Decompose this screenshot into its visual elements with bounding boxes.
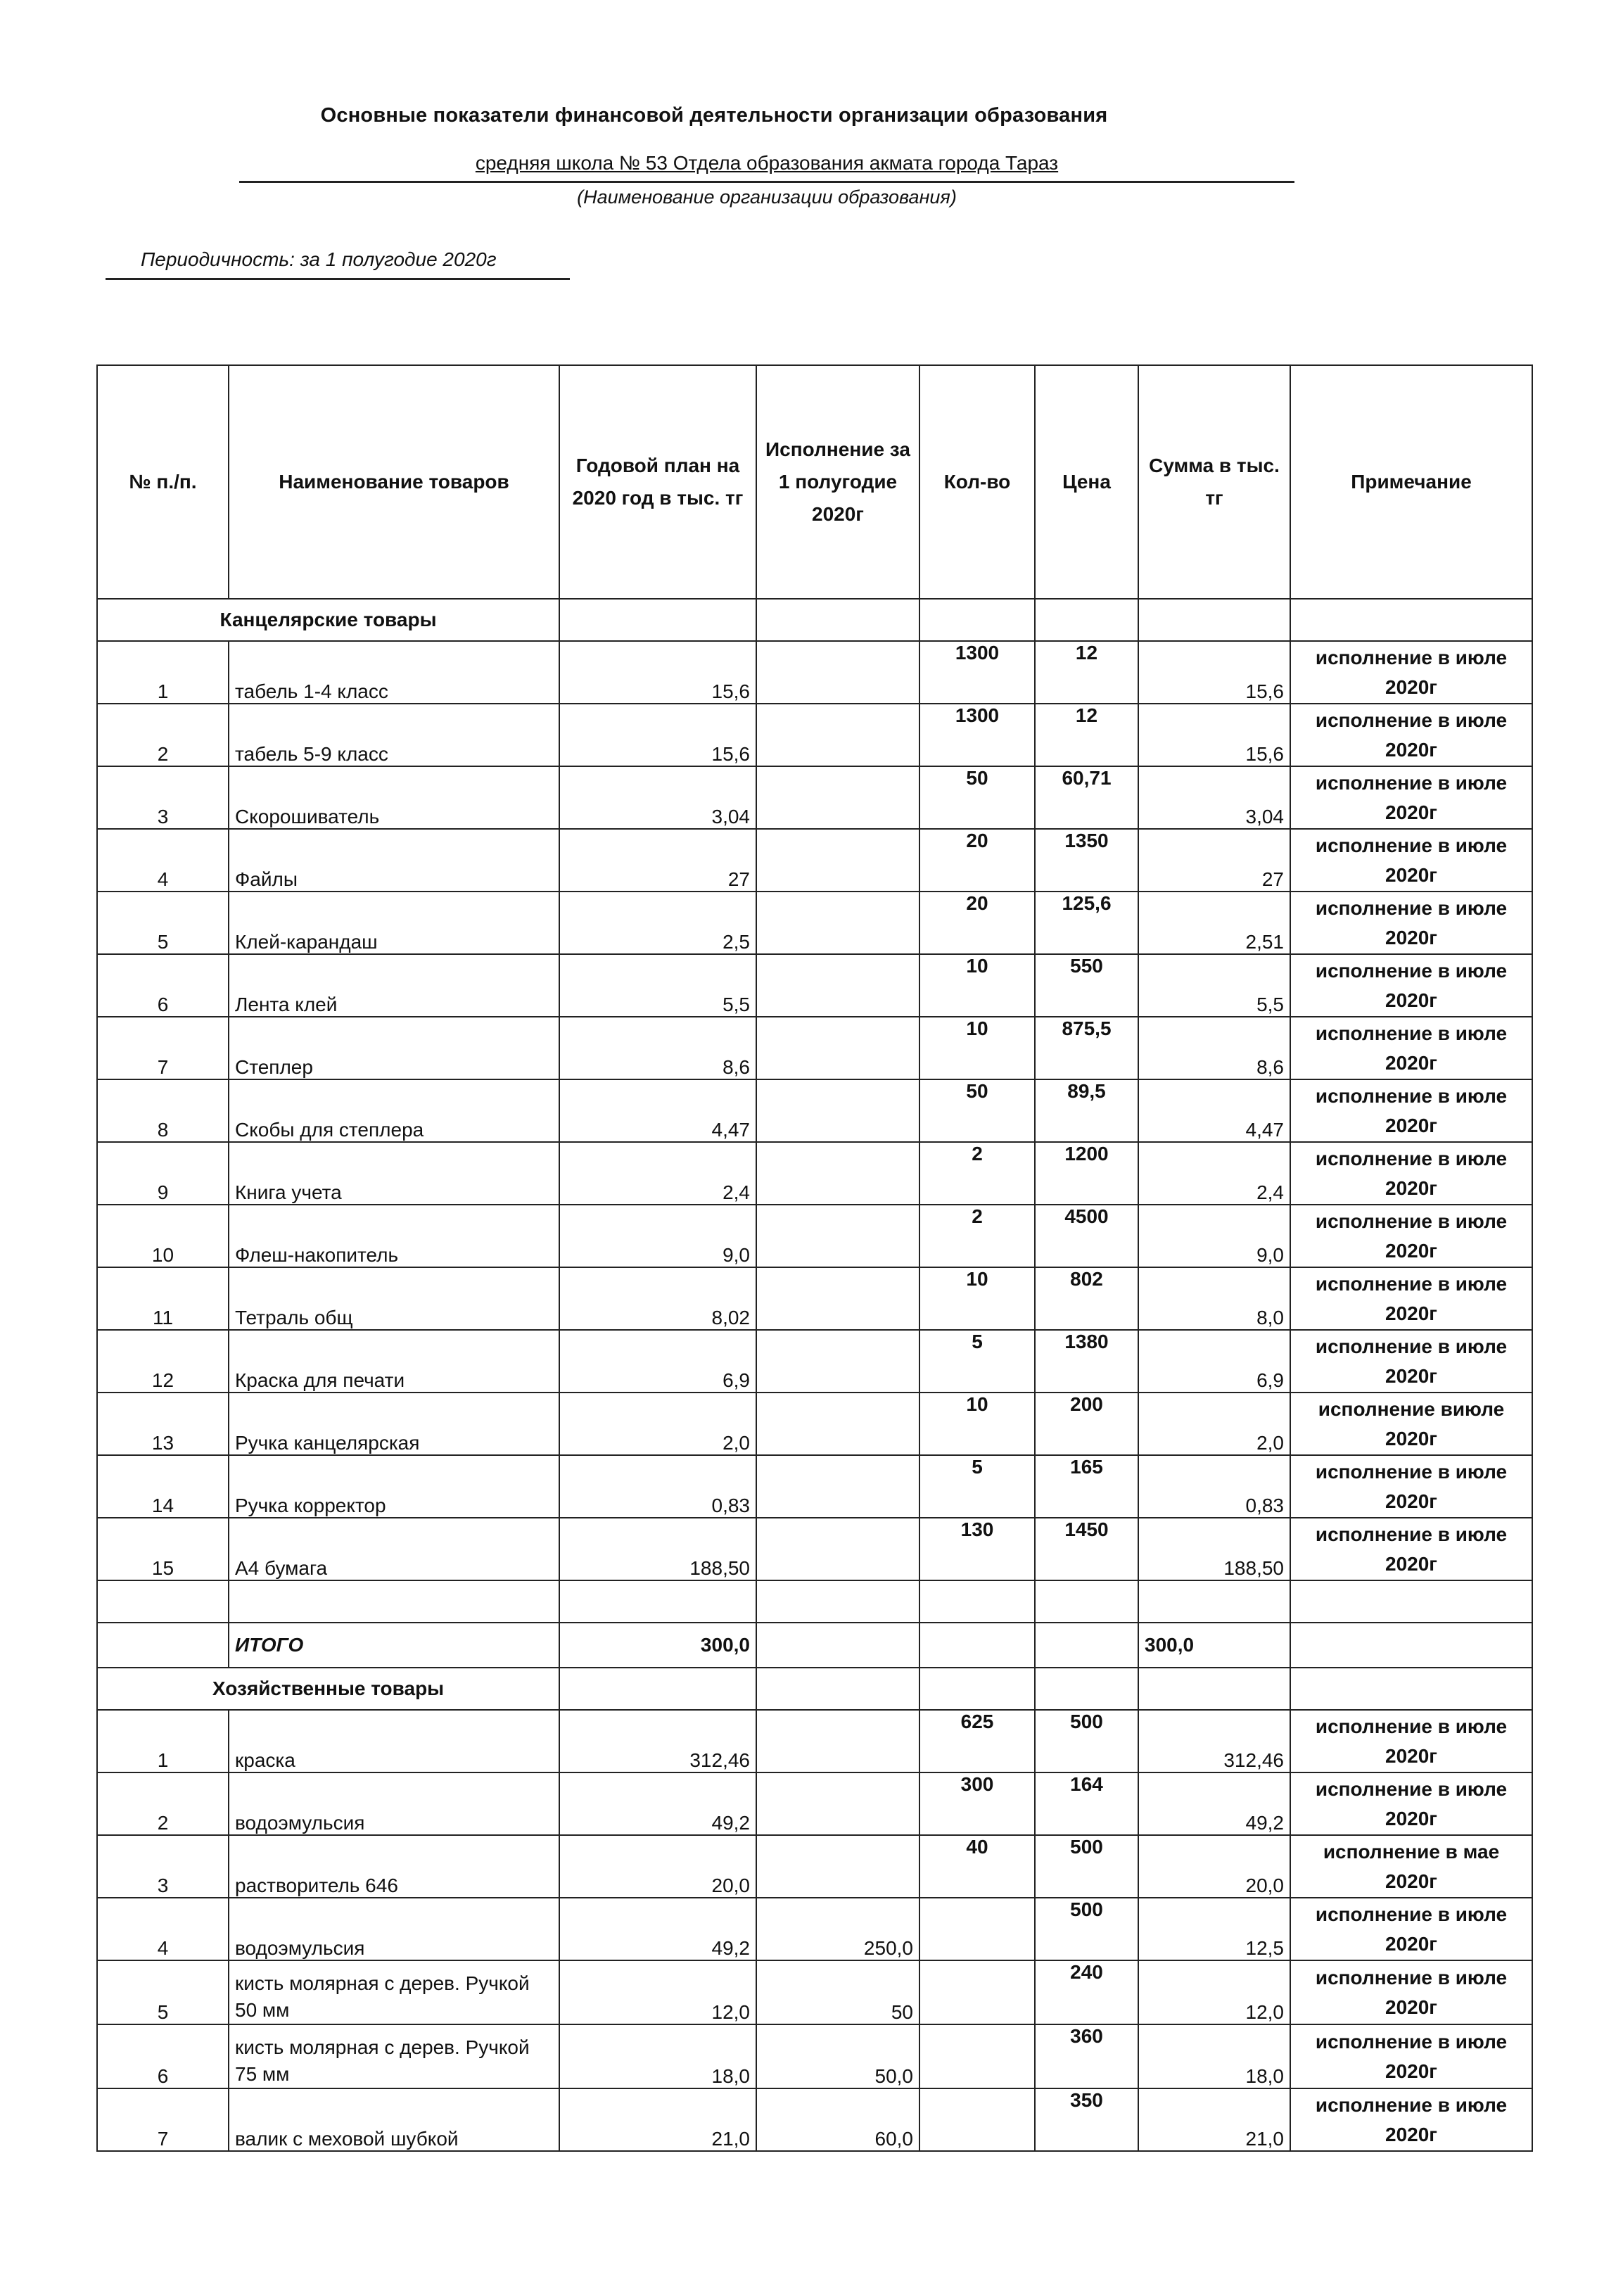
annual-plan: 8,02 (559, 1267, 756, 1330)
table-row (97, 2088, 1532, 2151)
execution: 50 (756, 1960, 919, 2024)
price: 350 (1035, 2088, 1138, 2151)
row-number: 3 (97, 1835, 229, 1898)
item-name: А4 бумага (229, 1518, 559, 1580)
annual-plan: 0,83 (559, 1455, 756, 1518)
organization-caption: (Наименование организации образования) (577, 186, 957, 208)
sum: 3,04 (1138, 766, 1290, 829)
quantity: 2 (919, 1205, 1035, 1267)
annual-plan: 4,47 (559, 1079, 756, 1142)
annual-plan: 18,0 (559, 2024, 756, 2088)
table-row (97, 1960, 1532, 2024)
annual-plan: 312,46 (559, 1710, 756, 1772)
note: исполнение в июле 2020г (1290, 1898, 1532, 1960)
sum: 18,0 (1138, 2024, 1290, 2088)
row-number: 1 (97, 641, 229, 704)
sum: 8,6 (1138, 1017, 1290, 1079)
annual-plan: 15,6 (559, 641, 756, 704)
table-row (97, 1518, 1532, 1580)
quantity: 50 (919, 1079, 1035, 1142)
price: 240 (1035, 1960, 1138, 2024)
item-name: Книга учета (229, 1142, 559, 1205)
organization-underline (239, 181, 1294, 183)
note: исполнение в июле 2020г (1290, 1267, 1532, 1330)
note: исполнение в июле 2020г (1290, 2088, 1532, 2151)
sum: 21,0 (1138, 2088, 1290, 2151)
annual-plan: 9,0 (559, 1205, 756, 1267)
note: исполнение в июле 2020г (1290, 1518, 1532, 1580)
item-name: Ручка канцелярская (229, 1393, 559, 1455)
header-name: Наименование товаров (229, 365, 559, 599)
sum: 2,4 (1138, 1142, 1290, 1205)
table-row (97, 641, 1532, 704)
item-name: табель 5-9 класс (229, 704, 559, 766)
organization-name: средняя школа № 53 Отдела образования акмата города Тараз (475, 152, 1059, 174)
quantity (919, 2024, 1035, 2088)
table-row (97, 766, 1532, 829)
quantity: 50 (919, 766, 1035, 829)
section-label: Канцелярские товары (97, 599, 559, 641)
sum: 12,0 (1138, 1960, 1290, 2024)
price: 875,5 (1035, 1017, 1138, 1079)
item-name: Краска для печати (229, 1330, 559, 1393)
table-row (97, 1330, 1532, 1393)
header-plan: Годовой план на 2020 год в тыс. тг (559, 365, 756, 599)
price: 1350 (1035, 829, 1138, 892)
table-header-row (97, 365, 1532, 599)
sum: 188,50 (1138, 1518, 1290, 1580)
quantity: 625 (919, 1710, 1035, 1772)
price: 802 (1035, 1267, 1138, 1330)
quantity: 10 (919, 1393, 1035, 1455)
quantity: 300 (919, 1772, 1035, 1835)
price: 89,5 (1035, 1079, 1138, 1142)
row-number: 9 (97, 1142, 229, 1205)
item-name: растворитель 646 (229, 1835, 559, 1898)
item-name: Ручка корректор (229, 1455, 559, 1518)
annual-plan: 12,0 (559, 1960, 756, 2024)
item-name: Скорошиватель (229, 766, 559, 829)
row-number: 5 (97, 1960, 229, 2024)
price: 60,71 (1035, 766, 1138, 829)
price: 500 (1035, 1835, 1138, 1898)
quantity: 10 (919, 954, 1035, 1017)
periodicity-underline (106, 278, 570, 280)
note: исполнение в июле 2020г (1290, 1142, 1532, 1205)
execution: 60,0 (756, 2088, 919, 2151)
note: исполнение в июле 2020г (1290, 954, 1532, 1017)
note: исполнение в мае 2020г (1290, 1835, 1532, 1898)
quantity: 10 (919, 1017, 1035, 1079)
table-row (97, 1017, 1532, 1079)
execution (756, 1710, 919, 1772)
table-row (97, 829, 1532, 892)
note: исполнение в июле 2020г (1290, 1330, 1532, 1393)
total-sum: 300,0 (1138, 1623, 1290, 1668)
row-number: 2 (97, 704, 229, 766)
sum: 15,6 (1138, 641, 1290, 704)
sum: 2,51 (1138, 892, 1290, 954)
table-row (97, 954, 1532, 1017)
quantity (919, 1898, 1035, 1960)
quantity (919, 2088, 1035, 2151)
quantity: 1300 (919, 704, 1035, 766)
item-name: Степлер (229, 1017, 559, 1079)
quantity: 20 (919, 892, 1035, 954)
quantity: 5 (919, 1455, 1035, 1518)
note: исполнение в июле 2020г (1290, 641, 1532, 704)
note: исполнение в июле 2020г (1290, 1772, 1532, 1835)
price: 1450 (1035, 1518, 1138, 1580)
note: исполнение в июле 2020г (1290, 892, 1532, 954)
note: исполнение в июле 2020г (1290, 1205, 1532, 1267)
table-row (97, 1079, 1532, 1142)
section-row-stationery (97, 599, 1532, 641)
row-number: 2 (97, 1772, 229, 1835)
note: исполнение виюле 2020г (1290, 1393, 1532, 1455)
table-row (97, 1772, 1532, 1835)
note: исполнение в июле 2020г (1290, 704, 1532, 766)
annual-plan: 21,0 (559, 2088, 756, 2151)
annual-plan: 49,2 (559, 1772, 756, 1835)
note: исполнение в июле 2020г (1290, 829, 1532, 892)
header-note: Примечание (1290, 365, 1532, 599)
annual-plan: 27 (559, 829, 756, 892)
item-name: Тетраль общ (229, 1267, 559, 1330)
quantity: 2 (919, 1142, 1035, 1205)
annual-plan: 20,0 (559, 1835, 756, 1898)
price: 12 (1035, 704, 1138, 766)
total-label: ИТОГО (229, 1623, 559, 1668)
item-name: Клей-карандаш (229, 892, 559, 954)
row-number: 7 (97, 1017, 229, 1079)
table-row (97, 1267, 1532, 1330)
note: исполнение в июле 2020г (1290, 1017, 1532, 1079)
table-row (97, 1142, 1532, 1205)
price: 500 (1035, 1710, 1138, 1772)
annual-plan: 8,6 (559, 1017, 756, 1079)
table-row (97, 1455, 1532, 1518)
quantity: 1300 (919, 641, 1035, 704)
annual-plan: 2,4 (559, 1142, 756, 1205)
table-row (97, 704, 1532, 766)
note: исполнение в июле 2020г (1290, 2024, 1532, 2088)
sum: 2,0 (1138, 1393, 1290, 1455)
annual-plan: 15,6 (559, 704, 756, 766)
price: 360 (1035, 2024, 1138, 2088)
annual-plan: 6,9 (559, 1330, 756, 1393)
table-row (97, 1393, 1532, 1455)
blank-row (97, 1580, 1532, 1623)
quantity: 5 (919, 1330, 1035, 1393)
table-row (97, 1835, 1532, 1898)
quantity: 20 (919, 829, 1035, 892)
price: 550 (1035, 954, 1138, 1017)
table-row (97, 1710, 1532, 1772)
price: 1200 (1035, 1142, 1138, 1205)
execution: 50,0 (756, 2024, 919, 2088)
sum: 49,2 (1138, 1772, 1290, 1835)
note: исполнение в июле 2020г (1290, 766, 1532, 829)
sum: 6,9 (1138, 1330, 1290, 1393)
quantity: 130 (919, 1518, 1035, 1580)
annual-plan: 5,5 (559, 954, 756, 1017)
row-number: 5 (97, 892, 229, 954)
price: 165 (1035, 1455, 1138, 1518)
item-name: краска (229, 1710, 559, 1772)
sum: 9,0 (1138, 1205, 1290, 1267)
price: 500 (1035, 1898, 1138, 1960)
header-sum: Сумма в тыс. тг (1138, 365, 1290, 599)
row-number: 13 (97, 1393, 229, 1455)
item-name: кисть молярная с дерев. Ручкой 75 мм (229, 2024, 559, 2088)
item-name: Флеш-накопитель (229, 1205, 559, 1267)
item-name: Файлы (229, 829, 559, 892)
price: 12 (1035, 641, 1138, 704)
row-number: 10 (97, 1205, 229, 1267)
sum: 20,0 (1138, 1835, 1290, 1898)
row-number: 7 (97, 2088, 229, 2151)
item-name: кисть молярная с дерев. Ручкой 50 мм (229, 1960, 559, 2024)
price: 1380 (1035, 1330, 1138, 1393)
sum: 8,0 (1138, 1267, 1290, 1330)
table-row (97, 892, 1532, 954)
row-number: 3 (97, 766, 229, 829)
sum: 5,5 (1138, 954, 1290, 1017)
note: исполнение в июле 2020г (1290, 1710, 1532, 1772)
row-number: 11 (97, 1267, 229, 1330)
price: 4500 (1035, 1205, 1138, 1267)
row-number: 4 (97, 1898, 229, 1960)
quantity (919, 1960, 1035, 2024)
row-number: 6 (97, 2024, 229, 2088)
price: 125,6 (1035, 892, 1138, 954)
table-row (97, 1898, 1532, 1960)
sum: 15,6 (1138, 704, 1290, 766)
quantity: 10 (919, 1267, 1035, 1330)
sum: 312,46 (1138, 1710, 1290, 1772)
total-row (97, 1623, 1532, 1668)
note: исполнение в июле 2020г (1290, 1455, 1532, 1518)
section-row-household (97, 1668, 1532, 1710)
annual-plan: 49,2 (559, 1898, 756, 1960)
item-name: водоэмульсия (229, 1772, 559, 1835)
sum: 27 (1138, 829, 1290, 892)
row-number: 14 (97, 1455, 229, 1518)
price: 200 (1035, 1393, 1138, 1455)
row-number: 15 (97, 1518, 229, 1580)
price: 164 (1035, 1772, 1138, 1835)
table-row (97, 1205, 1532, 1267)
annual-plan: 2,5 (559, 892, 756, 954)
item-name: Лента клей (229, 954, 559, 1017)
row-number: 6 (97, 954, 229, 1017)
table-row (97, 2024, 1532, 2088)
periodicity-label: Периодичность: за 1 полугодие 2020г (141, 248, 497, 270)
header-price: Цена (1035, 365, 1138, 599)
header-num: № п./п. (97, 365, 229, 599)
quantity: 40 (919, 1835, 1035, 1898)
item-name: Скобы для степлера (229, 1079, 559, 1142)
execution (756, 1772, 919, 1835)
row-number: 12 (97, 1330, 229, 1393)
execution (756, 1835, 919, 1898)
sum: 4,47 (1138, 1079, 1290, 1142)
financial-table (96, 364, 1533, 2152)
execution: 250,0 (756, 1898, 919, 1960)
item-name: водоэмульсия (229, 1898, 559, 1960)
annual-plan: 2,0 (559, 1393, 756, 1455)
item-name: валик с меховой шубкой (229, 2088, 559, 2151)
row-number: 8 (97, 1079, 229, 1142)
header-qty: Кол-во (919, 365, 1035, 599)
document-title: Основные показатели финансовой деятельности организации образования (320, 104, 1108, 127)
note: исполнение в июле 2020г (1290, 1960, 1532, 2024)
annual-plan: 188,50 (559, 1518, 756, 1580)
total-plan: 300,0 (559, 1623, 756, 1668)
row-number: 1 (97, 1710, 229, 1772)
header-exec: Исполнение за 1 полугодие 2020г (756, 365, 919, 599)
annual-plan: 3,04 (559, 766, 756, 829)
row-number: 4 (97, 829, 229, 892)
note: исполнение в июле 2020г (1290, 1079, 1532, 1142)
sum: 0,83 (1138, 1455, 1290, 1518)
item-name: табель 1-4 класс (229, 641, 559, 704)
section-label: Хозяйственные товары (97, 1668, 559, 1710)
sum: 12,5 (1138, 1898, 1290, 1960)
